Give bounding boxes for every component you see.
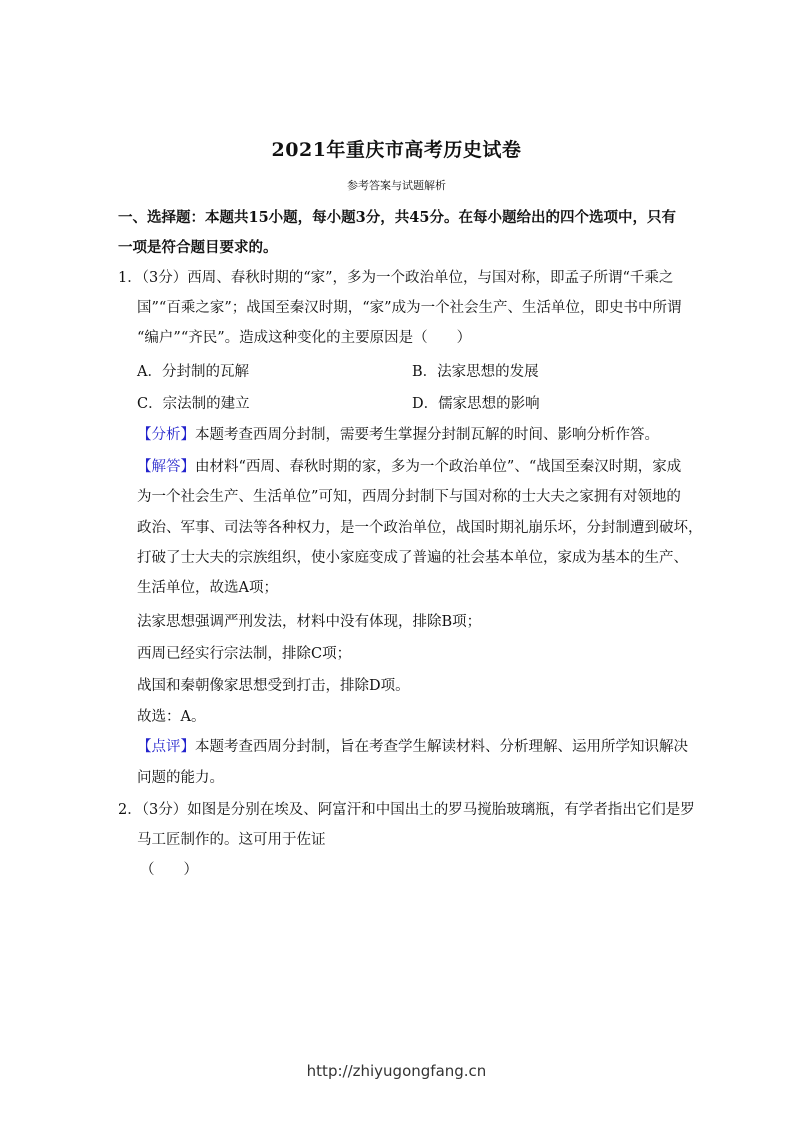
section-heading-line2: 一项是符合题目要求的。 <box>118 239 278 256</box>
footer-url[interactable]: http://zhiyugongfang.cn <box>306 1062 487 1080</box>
q1-answer-line8: 战国和秦朝像家思想受到打击，排除D项。 <box>137 678 410 694</box>
q1-answer-line2: 为一个社会生产、生活单位”可知，西周分封制下与国对称的士大夫之家拥有对领地的 <box>137 489 681 505</box>
q1-answer-line5: 生活单位，故选A项； <box>137 580 278 596</box>
q1-comment-line2: 问题的能力。 <box>137 770 224 786</box>
q1-analysis <box>137 425 659 445</box>
q1-answer-line3: 政治、军事、司法等各种权力，是一个政治单位，战国时期礼崩乐坏，分封制遭到破坏， <box>137 520 703 536</box>
q1-comment-line1 <box>137 737 688 757</box>
analysis-text: 本题考查西周分封制，需要考生掌握分封制瓦解的时间、影响分析作答。 <box>195 427 659 443</box>
q1-answer-line4: 打破了士大夫的宗族组织，使小家庭变成了普遍的社会基本单位，家成为基本的生产、 <box>137 550 688 566</box>
q1-stem-line3: “编户”“齐民”。造成这种变化的主要原因是（ ） <box>137 330 472 346</box>
q1-option-a: A．分封制的瓦解 <box>137 364 249 380</box>
q1-answer-line7: 西周已经实行宗法制，排除C项； <box>137 646 352 662</box>
q1-option-d: D．儒家思想的影响 <box>412 396 540 412</box>
answer-tag: 【解答】 <box>137 459 195 475</box>
q2-stem-line2: 马工匠制作的。这可用于佐证 <box>137 832 326 848</box>
q1-answer-line6: 法家思想强调严刑发法，材料中没有体现，排除B项； <box>137 614 482 630</box>
q2-stem-line3: （ ） <box>140 862 198 878</box>
q1-stem-line1: 1．（3分）西周、春秋时期的“家”，多为一个政治单位，与国对称，即孟子所谓“千乘之 <box>118 270 674 286</box>
page-title: 2021年重庆市高考历史试卷 <box>271 139 522 161</box>
q1-choice: 故选：A。 <box>137 709 206 725</box>
answer-text-line1: 由材料“西周、春秋时期的家，多为一个政治单位”、“战国至秦汉时期，家成 <box>195 459 682 475</box>
comment-tag: 【点评】 <box>137 739 195 755</box>
q1-option-b: B．法家思想的发展 <box>412 364 539 380</box>
q1-answer-line1 <box>137 457 681 477</box>
analysis-tag: 【分析】 <box>137 427 195 443</box>
q1-option-c: C．宗法制的建立 <box>137 396 250 412</box>
comment-text-line1: 本题考查西周分封制，旨在考查学生解读材料、分析理解、运用所学知识解决 <box>195 739 688 755</box>
page-subtitle: 参考答案与试题解析 <box>347 179 446 192</box>
section-heading-line1: 一、选择题：本题共15小题，每小题3分，共45分。在每小题给出的四个选项中，只有 <box>118 209 676 226</box>
q1-stem-line2: 国”“百乘之家”；战国至秦汉时期，“家”成为一个社会生产、生活单位，即史书中所谓 <box>137 300 682 316</box>
q2-stem-line1: 2．（3分）如图是分别在埃及、阿富汗和中国出土的罗马搅胎玻璃瓶，有学者指出它们是罗 <box>118 802 695 818</box>
